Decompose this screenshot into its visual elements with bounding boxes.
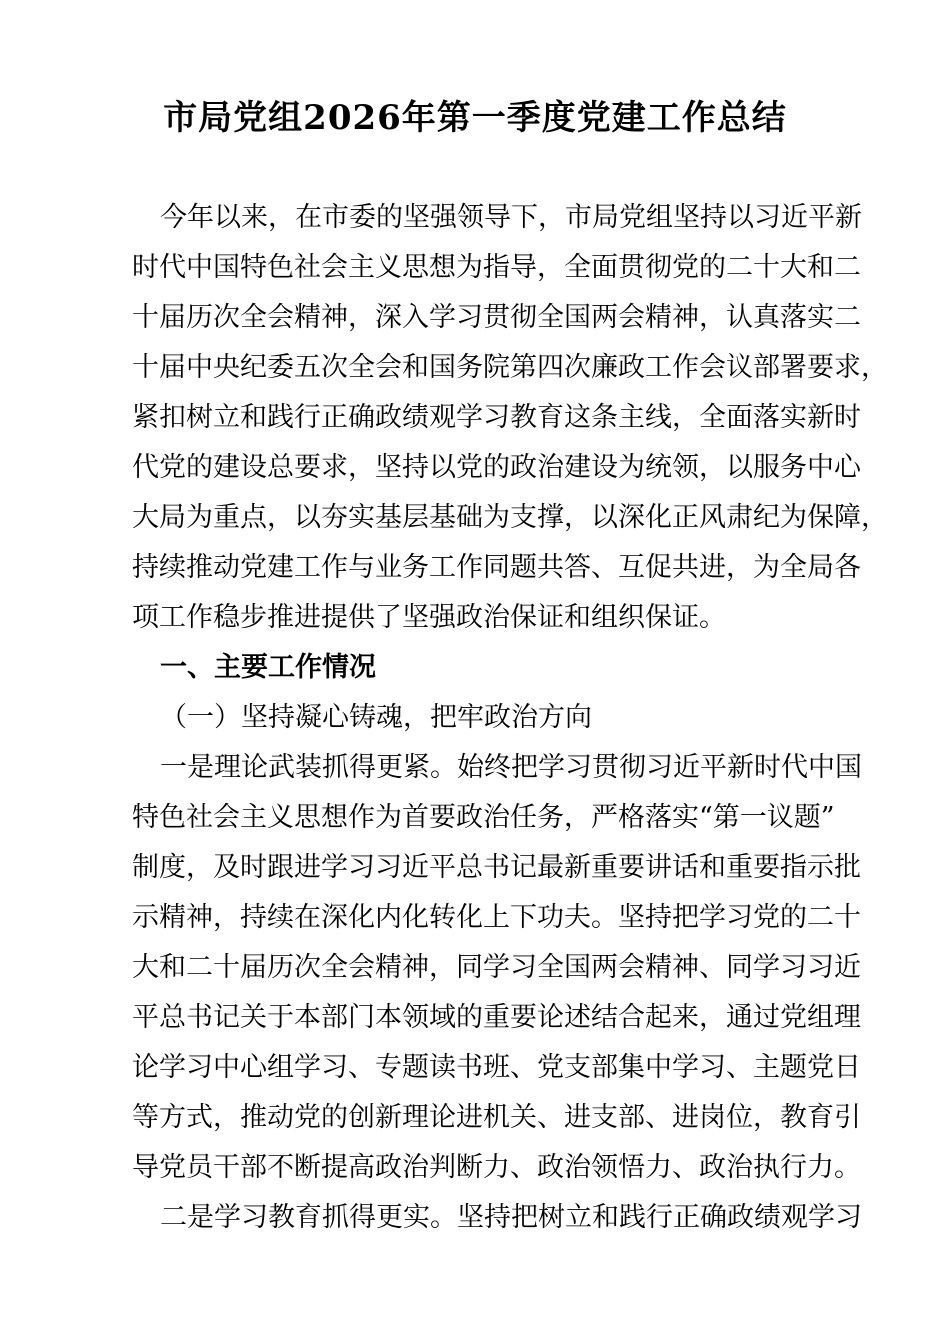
paragraph-line: 等方式，推动党的创新理论进机关、进支部、进岗位，教育引	[132, 1102, 861, 1133]
paragraph-line: 一是理论武装抓得更紧。始终把学习贯彻习近平新时代中国	[160, 752, 862, 783]
paragraph-line: 项工作稳步推进提供了坚强政治保证和组织保证。	[132, 602, 726, 633]
paragraph-line: 时代中国特色社会主义思想为指导，全面贯彻党的二十大和二	[132, 252, 861, 283]
paragraph-line: 平总书记关于本部门本领域的重要论述结合起来，通过党组理	[132, 1002, 861, 1033]
document-body	[132, 193, 888, 1243]
paragraph-line: 大和二十届历次全会精神，同学习全国两会精神、同学习习近	[132, 952, 861, 983]
intro-paragraph	[132, 193, 888, 643]
paragraph-line: 今年以来，在市委的坚强领导下，市局党组坚持以习近平新	[160, 202, 862, 233]
paragraph-line: 制度，及时跟进学习习近平总书记最新重要讲话和重要指示批	[132, 852, 861, 883]
subsection-heading: （一）坚持凝心铸魂，把牢政治方向	[160, 702, 592, 733]
paragraph-line: 论学习中心组学习、专题读书班、党支部集中学习、主题党日	[132, 1052, 861, 1083]
paragraph-line: 十届中央纪委五次全会和国务院第四次廉政工作会议部署要求，	[132, 352, 888, 383]
paragraph-line: 二是学习教育抓得更实。坚持把树立和践行正确政绩观学习	[160, 1202, 862, 1233]
paragraph-line: 持续推动党建工作与业务工作同题共答、互促共进，为全局各	[132, 552, 861, 583]
paragraph-line: 紧扣树立和践行正确政绩观学习教育这条主线，全面落实新时	[132, 402, 861, 433]
item2-paragraph	[132, 1193, 862, 1243]
paragraph-line: 示精神，持续在深化内化转化上下功夫。坚持把学习党的二十	[132, 902, 861, 933]
section-heading: 一、主要工作情况	[160, 652, 376, 683]
document-title: 市局党组2026年第一季度党建工作总结	[163, 98, 787, 138]
paragraph-line: 大局为重点，以夯实基层基础为支撑，以深化正风肃纪为保障，	[132, 502, 888, 533]
paragraph-line: 十届历次全会精神，深入学习贯彻全国两会精神，认真落实二	[132, 302, 861, 333]
item1-paragraph	[132, 743, 862, 1193]
paragraph-line: 导党员干部不断提高政治判断力、政治领悟力、政治执行力。	[132, 1152, 861, 1183]
paragraph-line: 代党的建设总要求，坚持以党的政治建设为统领，以服务中心	[132, 452, 861, 483]
paragraph-line: 特色社会主义思想作为首要政治任务，严格落实“第一议题”	[132, 802, 835, 833]
